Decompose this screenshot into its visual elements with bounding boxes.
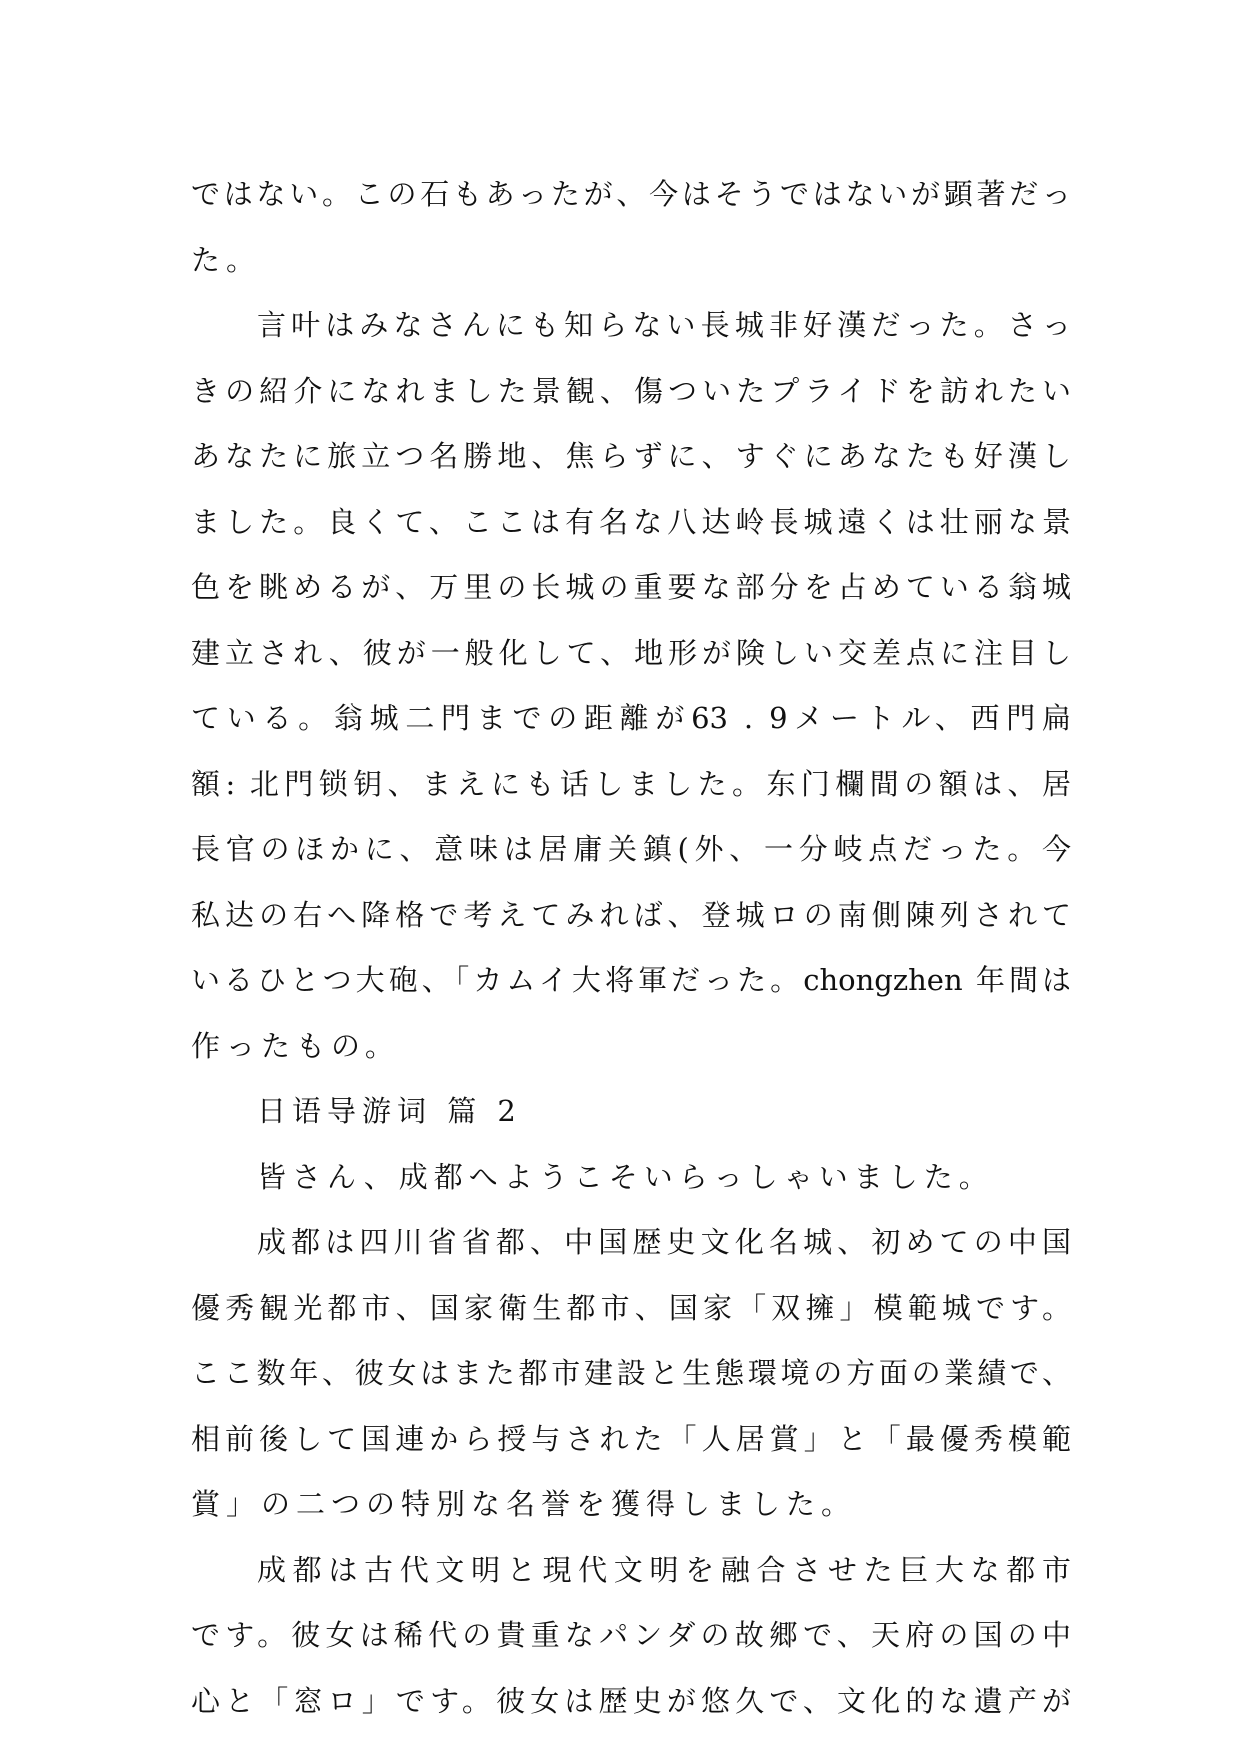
text-line: あなたに旅立つ名勝地、焦らずに、すぐにあなたも好漢し	[191, 439, 1071, 473]
text-line: きの紹介になれました景観、傷ついたプライドを訪れたい	[191, 373, 1071, 408]
text-line: 優秀観光都市、国家衛生都市、国家「双擁」模範城です。	[191, 1290, 1071, 1325]
text-line: ました。良くて、ここは有名な八达岭長城遠くは壮丽な景	[191, 504, 1071, 539]
text-line: 言叶はみなさんにも知らない長城非好漢だった。さっ	[257, 308, 1071, 342]
text-line: た。	[191, 242, 262, 277]
text-line: です。彼女は稀代の貴重なパンダの故郷で、天府の国の中	[191, 1618, 1071, 1652]
text-line: 作ったもの。	[191, 1028, 400, 1063]
text-line: 成都は四川省省都、中国歴史文化名城、初めての中国	[257, 1225, 1071, 1259]
text-line: 日语导游词 篇 2	[257, 1094, 522, 1128]
text-line: ここ数年、彼女はまた都市建設と生態環境の方面の業績で、	[191, 1356, 1071, 1390]
text-line: いるひとつ大砲、「カムイ大将軍だった。chongzhen 年間は	[191, 963, 1071, 997]
text-line: 賞」の二つの特別な名誉を獲得しました。	[191, 1487, 857, 1521]
text-line: 皆さん、成都へようこそいらっしゃいました。	[257, 1159, 994, 1194]
text-line: ではない。この石もあったが、今はそうではないが顕著だっ	[191, 177, 1071, 211]
text-line: 額: 北門锁钥、まえにも话しました。东门欄間の額は、居	[191, 766, 1071, 801]
text-line: 建立され、彼が一般化して、地形が険しい交差点に注目し	[191, 635, 1071, 670]
body-text	[191, 162, 1071, 1734]
text-line: 心と「窓ロ」です。彼女は歴史が悠久で、文化的な遺产が	[191, 1683, 1071, 1718]
text-line: ている。翁城二門までの距離が63 . 9メートル、西門扁	[191, 701, 1071, 735]
text-line: 長官のほかに、意味は居庸关鎮(外、一分岐点だった。今	[191, 832, 1071, 866]
text-line: 色を眺めるが、万里の长城の重要な部分を占めている翁城	[191, 570, 1071, 604]
text-line: 私达の右へ降格で考えてみれば、登城ロの南側陳列されて	[191, 897, 1071, 932]
text-line: 相前後して国連から授与された「人居賞」と「最優秀模範	[191, 1421, 1071, 1456]
text-line: 成都は古代文明と現代文明を融合させた巨大な都市	[257, 1552, 1071, 1587]
